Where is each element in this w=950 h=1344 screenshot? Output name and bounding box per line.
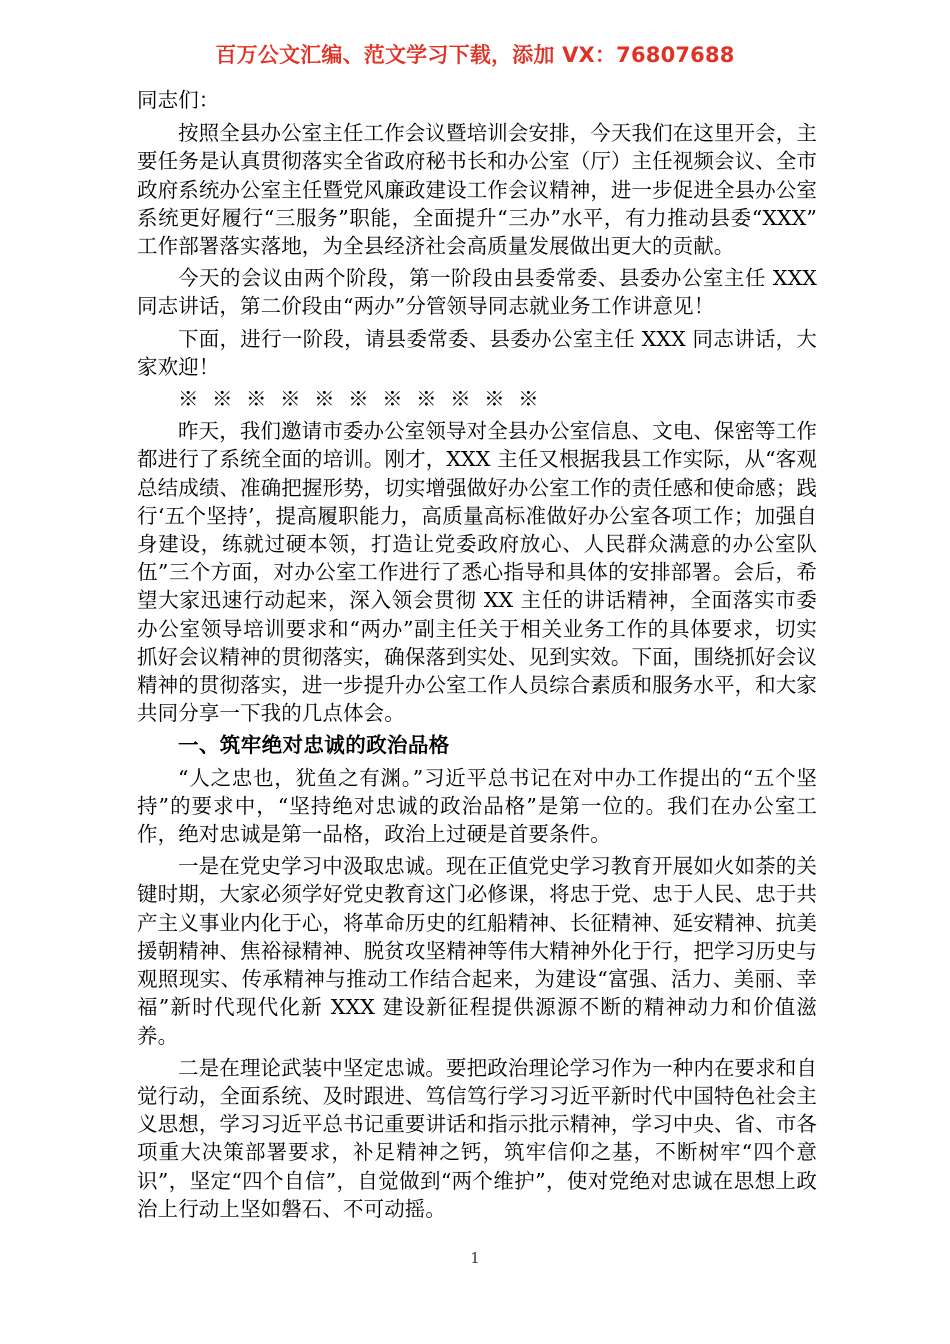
paragraph-4: 昨天，我们邀请市委办公室领导对全县办公室信息、文电、保密等工作都进行了系统全面的培训。刚才，XXX 主任又根据我县工作实际，从“客观总结成绩、准确把握形势，切实增强做好办公室工作的责任感和使命感；践行‘五个坚持’，提高履职能力，高质量高标准做好办公室各项工作；加强自身建设，练就过硬本领，打造让党委政府放心、人民群众满意的办公室队伍”三个方面，对办公室工作进行了悉心指导和具体的安排部署。会后，希望大家迅速行动起来，深入领会贯彻 XX 主任的讲话精神，全面落实市委办公室领导培训要求和“两办”副主任关于相关业务工作的具体要求，切实抓好会议精神的贯彻落实，确保落到实处、见到实效。下面，围绕抓好会议精神的贯彻落实，进一步提升办公室工作人员综合素质和服务水平，和大家共同分享一下我的几点体会。 [137, 419, 817, 726]
salutation-line: 同志们： [137, 88, 220, 112]
page-number: 1 [470, 1249, 480, 1267]
paragraph-2: 今天的会议由两个阶段，第一阶段由县委常委、县委办公室主任 XXX 同志讲话，第二价段由“两办”分管领导同志就业务工作讲意见！ [137, 266, 817, 319]
paragraph-7: 二是在理论武装中坚定忠诚。要把政治理论学习作为一种内在要求和自觉行动，全面系统、及时跟进、笃信笃行学习习近平新时代中国特色社会主义思想，学习习近平总书记重要讲话和指示批示精神，学习中央、省、市各项重大决策部署要求，补足精神之钙，筑牢信仰之基，不断树牢“四个意识”，坚定“四个自信”，自觉做到“两个维护”，使对党绝对忠诚在思想上政治上行动上坚如磐石、不可动摇。 [137, 1055, 817, 1221]
paragraph-1: 按照全县办公室主任工作会议暨培训会安排，今天我们在这里开会，主要任务是认真贯彻落实全省政府秘书长和办公室（厅）主任视频会议、全市政府系统办公室主任暨党风廉政建设工作会议精神，进一步促进全县办公室系统更好履行“三服务”职能，全面提升“三办”水平，有力推动县委“XXX”工作部署落实落地，为全县经济社会高质量发展做出更大的贡献。 [137, 121, 817, 259]
reference-marks-row: ※ ※ ※ ※ ※ ※ ※ ※ ※ ※ ※ [178, 387, 543, 412]
paragraph-5: “人之忠也，犹鱼之有渊。”习近平总书记在对中办工作提出的“五个坚持”的要求中，“坚持绝对忠诚的政治品格”是第一位的。我们在办公室工作，绝对忠诚是第一品格，政治上过硬是首要条件。 [137, 765, 817, 847]
section-heading-1: 一、筑牢绝对忠诚的政治品格 [178, 733, 450, 758]
paragraph-3: 下面，进行一阶段，请县委常委、县委办公室主任 XXX 同志讲话，大家欢迎！ [137, 326, 817, 379]
document-body [137, 86, 817, 1227]
promo-header-text: 百万公文汇编、范文学习下载，添加 VX：76807688 [215, 43, 735, 67]
paragraph-6: 一是在党史学习中汲取忠诚。现在正值党史学习教育开展如火如荼的关键时期，大家必须学好党史教育这门必修课，将忠于党、忠于人民、忠于共产主义事业内化于心，将革命历史的红船精神、长征精神、延安精神、抗美援朝精神、焦裕禄精神、脱贫攻坚精神等伟大精神外化于行，把学习历史与观照现实、传承精神与推动工作结合起来，为建设“富强、活力、美丽、幸福”新时代现代化新 XXX 建设新征程提供源源不断的精神动力和价值滋养。 [137, 854, 817, 1048]
